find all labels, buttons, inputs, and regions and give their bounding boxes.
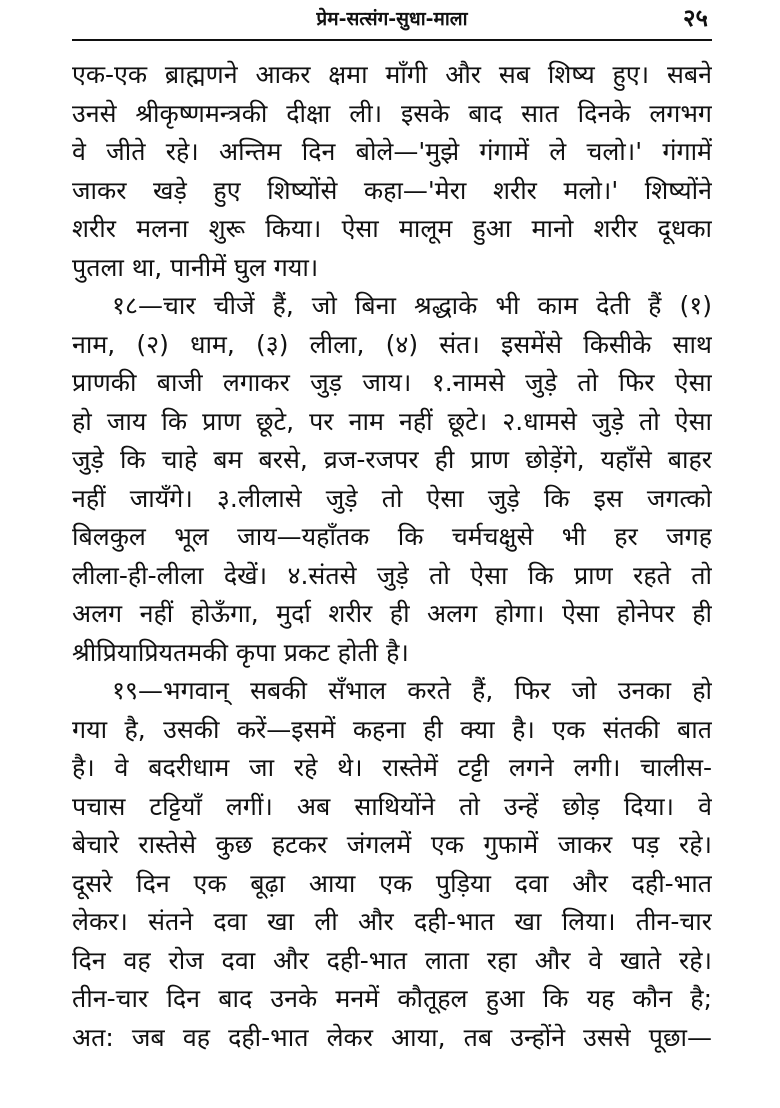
text-line: बिलकुल भूल जाय—यहाँतक कि चर्मचक्षुसे भी हर जगह xyxy=(72,522,712,551)
text-line: एक-एक ब्राह्मणने आकर क्षमा माँगी और सब शिष्य हुए। सबने xyxy=(72,60,712,89)
text-line: अत: जब वह दही-भात लेकर आया, तब उन्होंने उससे पूछा— xyxy=(72,1022,712,1052)
header-rule xyxy=(72,39,712,41)
text-line: १९—भगवान् सबकी सँभाल करते हैं, फिर जो उनका हो xyxy=(112,676,712,705)
text-line: लीला-ही-लीला देखें। ४.संतसे जुड़े तो ऐसा कि प्राण रहते तो xyxy=(72,560,712,590)
text-line: नाम, (२) धाम, (३) लीला, (४) संत। इसमेंसे किसीके साथ xyxy=(72,329,712,359)
text-line: जाकर खड़े हुए शिष्योंसे कहा—'मेरा शरीर मलो।' शिष्योंने xyxy=(72,175,712,205)
text-line: नहीं जायँगे। ३.लीलासे जुड़े तो ऐसा जुड़े कि इस जगत्को xyxy=(72,483,712,513)
text-line: पचास टट्टियाँ लगीं। अब साथियोंने तो उन्हें छोड़ दिया। वे xyxy=(72,791,712,821)
text-line: श्रीप्रियाप्रियतमकी कृपा प्रकट होती है। xyxy=(72,637,409,667)
text-line: उनसे श्रीकृष्णमन्त्रकी दीक्षा ली। इसके बाद सात दिनके लगभग xyxy=(72,98,712,128)
text-line: बेचारे रास्तेसे कुछ हटकर जंगलमें एक गुफामें जाकर पड़ रहे। xyxy=(72,830,712,859)
text-line: शरीर मलना शुरू किया। ऐसा मालूम हुआ मानो शरीर दूधका xyxy=(72,214,712,243)
text-line: अलग नहीं होऊँगा, मुर्दा शरीर ही अलग होगा। ऐसा होनेपर ही xyxy=(72,599,712,628)
text-line: १८—चार चीजें हैं, जो बिना श्रद्धाके भी काम देती हैं (१) xyxy=(112,291,712,320)
text-line: वे जीते रहे। अन्तिम दिन बोले—'मुझे गंगामें ले चलो।' गंगामें xyxy=(72,137,712,166)
text-line: गया है, उसकी करें—इसमें कहना ही क्या है। एक संतकी बात xyxy=(72,714,712,744)
body-text xyxy=(72,56,712,1057)
text-line: पुतला था, पानीमें घुल गया। xyxy=(72,252,319,282)
text-line: दूसरे दिन एक बूढ़ा आया एक पुड़िया दवा और दही-भात xyxy=(72,868,712,898)
page-header xyxy=(72,0,712,42)
text-line: दिन वह रोज दवा और दही-भात लाता रहा और वे खाते रहे। xyxy=(72,945,712,975)
text-line: प्राणकी बाजी लगाकर जुड़ जाय। १.नामसे जुड़े तो फिर ऐसा xyxy=(72,368,712,397)
text-line: हो जाय कि प्राण छूटे, पर नाम नहीं छूटे। २.धामसे जुड़े तो ऐसा xyxy=(72,406,712,436)
running-title: प्रेम-सत्संग-सुधा-माला xyxy=(316,8,468,30)
text-line: है। वे बदरीधाम जा रहे थे। रास्तेमें टट्टी लगने लगी। चालीस- xyxy=(72,753,712,782)
text-line: लेकर। संतने दवा खा ली और दही-भात खा लिया। तीन-चार xyxy=(72,907,712,936)
text-line: जुड़े कि चाहे बम बरसे, व्रज-रजपर ही प्राण छोड़ेंगे, यहाँसे बाहर xyxy=(72,445,712,474)
page-number: २५ xyxy=(683,4,708,32)
text-line: तीन-चार दिन बाद उनके मनमें कौतूहल हुआ कि यह कौन है; xyxy=(72,984,712,1013)
